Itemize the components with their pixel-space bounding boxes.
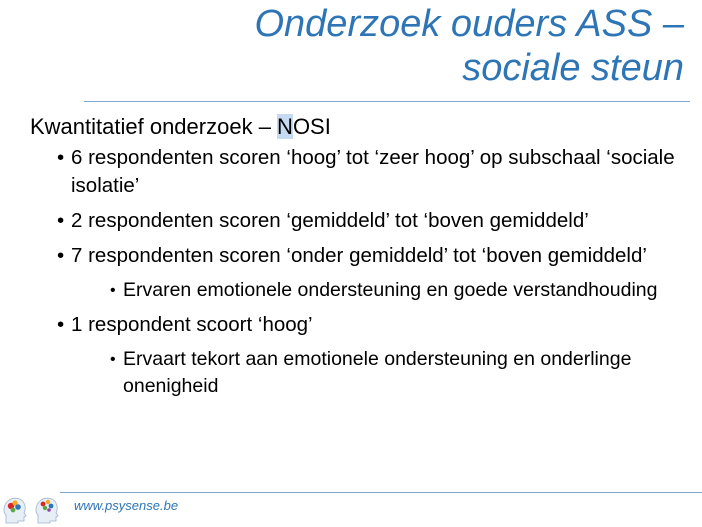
heading-text-end: OSI xyxy=(292,114,331,139)
footer-website-link[interactable]: www.psysense.be xyxy=(74,498,179,513)
list-item-text: 1 respondent scoort ‘hoog’ xyxy=(71,313,313,336)
title-divider xyxy=(84,101,690,102)
list-item-2 xyxy=(30,207,690,235)
text-cursor-highlight[interactable]: N xyxy=(277,114,293,139)
list-item-text: 7 respondenten scoren ‘onder gemiddeld’ tot ‘boven gemiddeld’ xyxy=(71,244,647,267)
sub-list-item-3-1 xyxy=(30,277,690,304)
list-item-text: 6 respondenten scoren ‘hoog’ tot ‘zeer hoog’ op subschaal ‘sociale isolatie’ xyxy=(71,146,675,197)
slide-content xyxy=(30,112,690,407)
section-heading xyxy=(30,112,690,142)
heading-text-start: Kwantitatief onderzoek – xyxy=(30,114,278,139)
bullet-icon: • xyxy=(57,313,65,336)
list-item-4 xyxy=(30,311,690,339)
bullet-list xyxy=(30,144,690,400)
bullet-icon: • xyxy=(57,146,65,169)
bullet-icon: • xyxy=(57,209,65,232)
sub-list-item-text: Ervaren emotionele ondersteuning en goede verstandhouding xyxy=(123,279,658,301)
title-line-1: Onderzoek ouders ASS – xyxy=(254,3,684,45)
slide-title xyxy=(64,2,684,90)
list-item-3 xyxy=(30,242,690,270)
sub-list-item-4-1 xyxy=(30,346,690,400)
list-item-1 xyxy=(30,144,690,200)
title-line-2: sociale steun xyxy=(462,47,684,89)
bullet-icon: • xyxy=(57,244,65,267)
bullet-icon: • xyxy=(110,282,116,299)
bullet-icon: • xyxy=(110,351,116,368)
psysense-heads-logo-icon xyxy=(2,493,64,525)
footer-divider xyxy=(60,492,702,493)
sub-list-item-text: Ervaart tekort aan emotionele ondersteuning en onderlinge onenigheid xyxy=(123,348,632,397)
list-item-text: 2 respondenten scoren ‘gemiddeld’ tot ‘boven gemiddeld’ xyxy=(71,209,589,232)
